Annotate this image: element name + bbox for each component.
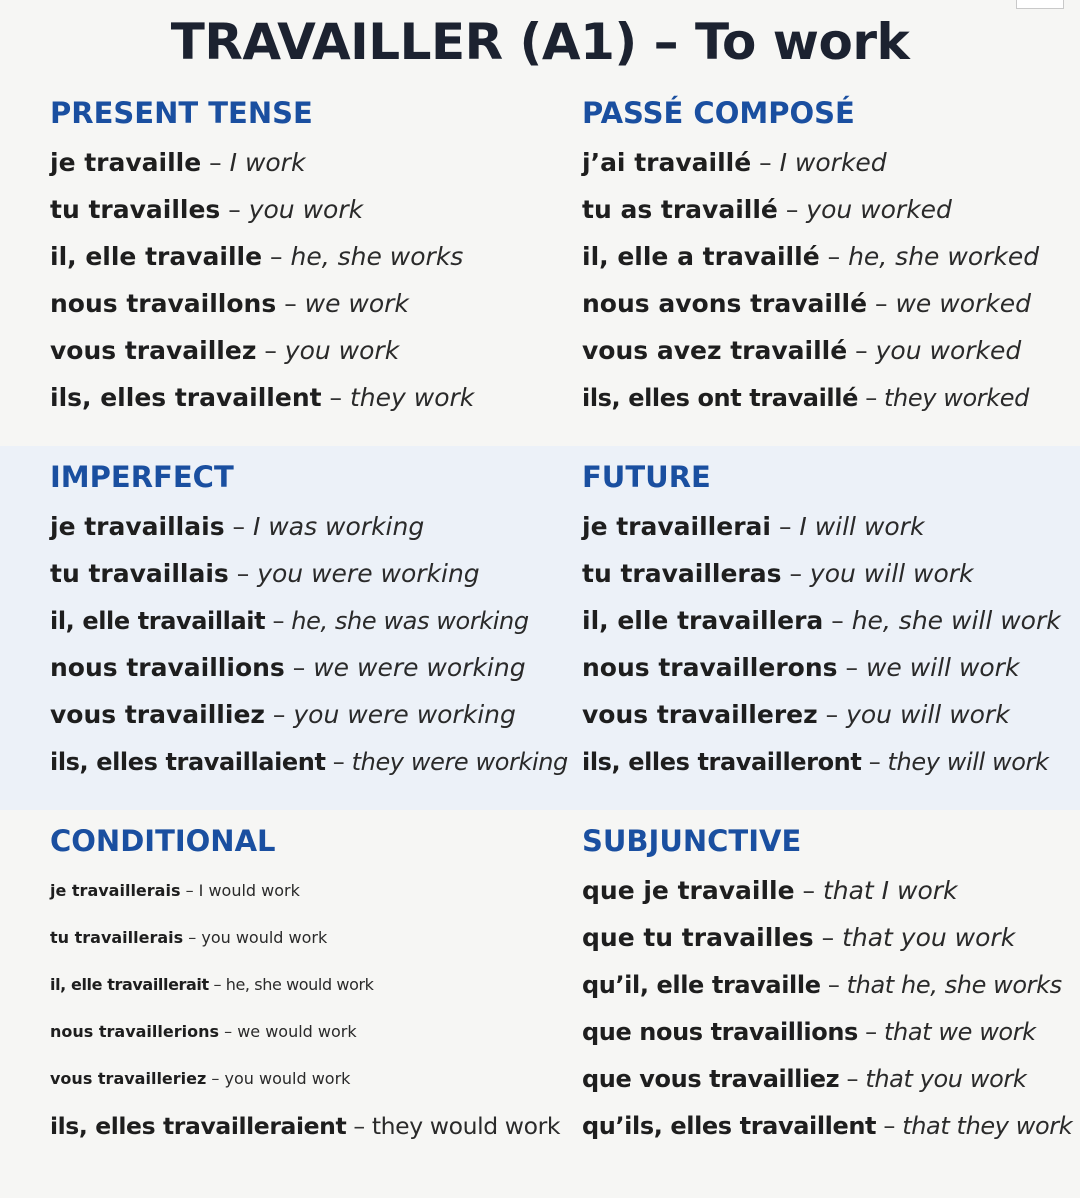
french-form: que je travaille <box>582 876 795 905</box>
french-form: qu’ils, elles travaillent <box>582 1112 877 1140</box>
english-translation: that you work <box>865 1065 1027 1093</box>
english-translation: they work <box>350 383 475 412</box>
conjugation-row <box>582 1060 1072 1107</box>
separator: – <box>825 700 839 729</box>
french-form: que vous travailliez <box>582 1065 840 1093</box>
conjugation-row <box>50 1013 560 1060</box>
english-translation: they will work <box>887 748 1049 776</box>
english-translation: you worked <box>806 195 952 224</box>
band-imperfect-future <box>0 446 1080 810</box>
english-translation: we would work <box>237 1022 357 1041</box>
french-form: tu travaillais <box>50 559 229 588</box>
english-translation: you worked <box>875 336 1022 365</box>
conjugation-row <box>582 696 1061 743</box>
separator: – <box>292 653 306 682</box>
french-form: vous travaillez <box>50 336 257 365</box>
conjugation-row <box>582 379 1039 426</box>
english-translation: you will work <box>846 700 1010 729</box>
separator: – <box>846 1065 859 1093</box>
conjugation-row <box>50 1107 560 1154</box>
english-translation: that we work <box>884 1018 1036 1046</box>
separator: – <box>778 512 792 541</box>
conjugation-list <box>582 872 1072 1154</box>
conjugation-row <box>50 743 568 790</box>
english-translation: that they work <box>902 1112 1073 1140</box>
separator: – <box>353 1112 365 1140</box>
separator: – <box>865 384 877 412</box>
english-translation: you work <box>248 195 364 224</box>
separator: – <box>868 748 881 776</box>
french-form: j’ai travaillé <box>582 148 752 177</box>
section-heading: PASSÉ COMPOSÉ <box>582 96 855 130</box>
french-form: nous avons travaillé <box>582 289 868 318</box>
separator: – <box>329 383 343 412</box>
french-form: tu travailles <box>50 195 221 224</box>
english-translation: you work <box>284 336 400 365</box>
separator: – <box>272 700 286 729</box>
separator: – <box>211 1069 220 1088</box>
french-form: nous travaillions <box>50 653 285 682</box>
french-form: je travaillais <box>50 512 225 541</box>
conjugation-row <box>50 144 474 191</box>
separator: – <box>845 653 858 682</box>
separator: – <box>875 289 888 318</box>
french-form: nous travaillons <box>50 289 277 318</box>
separator: – <box>232 512 246 541</box>
separator: – <box>228 195 241 224</box>
band-present-passe <box>0 82 1080 446</box>
separator: – <box>188 928 197 947</box>
section-heading: CONDITIONAL <box>50 824 276 858</box>
english-translation: that he, she works <box>846 971 1062 999</box>
english-translation: you would work <box>201 928 328 947</box>
english-translation: we were working <box>313 653 526 682</box>
french-form: ils, elles travailleraient <box>50 1112 347 1140</box>
english-translation: they worked <box>884 384 1029 412</box>
french-form: il, elle travaillerait <box>50 975 209 994</box>
french-form: ils, elles travaillaient <box>50 748 326 776</box>
conjugation-row <box>50 238 474 285</box>
separator: – <box>224 1022 233 1041</box>
french-form: tu as travaillé <box>582 195 778 224</box>
separator: – <box>185 881 194 900</box>
separator: – <box>213 975 222 994</box>
english-translation: they would work <box>371 1112 561 1140</box>
separator: – <box>802 876 816 905</box>
french-form: que tu travailles <box>582 923 814 952</box>
band-conditional-subjunctive <box>0 810 1080 1198</box>
separator: – <box>284 289 297 318</box>
french-form: tu travailleras <box>582 559 782 588</box>
conjugation-row <box>50 602 568 649</box>
conjugation-row <box>50 191 474 238</box>
french-form: vous travailliez <box>50 700 265 729</box>
french-form: je travaillerais <box>50 881 181 900</box>
french-form: qu’il, elle travaille <box>582 971 821 999</box>
conjugation-row <box>582 649 1061 696</box>
separator: – <box>827 971 840 999</box>
english-translation: we will work <box>865 653 1020 682</box>
french-form: vous travaillerez <box>582 700 818 729</box>
conjugation-row <box>50 508 568 555</box>
separator: – <box>236 559 250 588</box>
english-translation: we worked <box>895 289 1031 318</box>
separator: – <box>785 195 799 224</box>
conjugation-row <box>50 332 474 379</box>
conjugation-row <box>582 743 1061 790</box>
title-bar <box>0 0 1080 82</box>
conjugation-row <box>50 379 474 426</box>
conjugation-row <box>582 966 1072 1013</box>
english-translation: I was working <box>252 512 425 541</box>
separator: – <box>831 606 844 635</box>
conjugation-row <box>50 872 560 919</box>
english-translation: he, she would work <box>225 975 374 994</box>
separator: – <box>209 148 222 177</box>
french-form: vous travailleriez <box>50 1069 207 1088</box>
conjugation-row <box>582 555 1061 602</box>
french-form: nous travaillerions <box>50 1022 220 1041</box>
english-translation: you were working <box>257 559 480 588</box>
separator: – <box>332 748 345 776</box>
section-heading: SUBJUNCTIVE <box>582 824 802 858</box>
conjugation-row <box>582 602 1061 649</box>
conjugation-row <box>582 144 1039 191</box>
conjugation-list <box>582 508 1061 790</box>
english-translation: he, she will work <box>851 606 1061 635</box>
french-form: il, elle travaille <box>50 242 263 271</box>
english-translation: he, she worked <box>848 242 1040 271</box>
section-heading: PRESENT TENSE <box>50 96 313 130</box>
english-translation: I will work <box>799 512 925 541</box>
separator: – <box>264 336 277 365</box>
english-translation: he, she works <box>290 242 464 271</box>
conjugation-row <box>582 508 1061 555</box>
conjugation-row <box>582 285 1039 332</box>
english-translation: I worked <box>779 148 887 177</box>
english-translation: I would work <box>198 881 300 900</box>
english-translation: you would work <box>224 1069 351 1088</box>
conjugation-row <box>50 555 568 602</box>
conjugation-row <box>50 285 474 332</box>
english-translation: he, she was working <box>291 607 529 635</box>
separator: – <box>827 242 841 271</box>
conjugation-row <box>50 649 568 696</box>
french-form: il, elle travaillait <box>50 607 266 635</box>
french-form: ils, elles ont travaillé <box>582 384 858 412</box>
french-form: il, elle travaillera <box>582 606 824 635</box>
separator: – <box>270 242 283 271</box>
french-form: il, elle a travaillé <box>582 242 820 271</box>
separator: – <box>865 1018 877 1046</box>
french-form: je travaillerai <box>582 512 771 541</box>
conjugation-row <box>50 919 560 966</box>
conjugation-row <box>582 191 1039 238</box>
separator: – <box>855 336 868 365</box>
conjugation-row <box>582 919 1072 966</box>
conjugation-row <box>582 1013 1072 1060</box>
separator: – <box>821 923 835 952</box>
section-heading: FUTURE <box>582 460 711 494</box>
conjugation-list <box>582 144 1039 426</box>
english-translation: we work <box>304 289 409 318</box>
french-form: je travaille <box>50 148 202 177</box>
conjugation-list <box>50 144 474 426</box>
english-translation: they were working <box>351 748 568 776</box>
french-form: que nous travaillions <box>582 1018 858 1046</box>
conjugation-row <box>582 238 1039 285</box>
conjugation-row <box>50 966 560 1013</box>
separator: – <box>789 559 802 588</box>
conjugation-row <box>582 872 1072 919</box>
separator: – <box>272 607 285 635</box>
conjugation-row <box>582 1107 1072 1154</box>
french-form: ils, elles travailleront <box>582 748 862 776</box>
separator: – <box>883 1112 895 1140</box>
conjugation-row <box>50 1060 560 1107</box>
conjugation-row <box>582 332 1039 379</box>
conjugation-list <box>50 872 560 1154</box>
conjugation-list <box>50 508 568 790</box>
corner-mark <box>1016 0 1064 9</box>
french-form: nous travaillerons <box>582 653 838 682</box>
english-translation: you were working <box>293 700 516 729</box>
english-translation: you will work <box>809 559 974 588</box>
english-translation: that you work <box>842 923 1016 952</box>
french-form: ils, elles travaillent <box>50 383 322 412</box>
english-translation: that I work <box>822 876 958 905</box>
french-form: tu travaillerais <box>50 928 184 947</box>
separator: – <box>759 148 772 177</box>
french-form: vous avez travaillé <box>582 336 848 365</box>
section-heading: IMPERFECT <box>50 460 234 494</box>
conjugation-row <box>50 696 568 743</box>
page-title: TRAVAILLER (A1) – To work <box>170 13 910 71</box>
english-translation: I work <box>229 148 306 177</box>
